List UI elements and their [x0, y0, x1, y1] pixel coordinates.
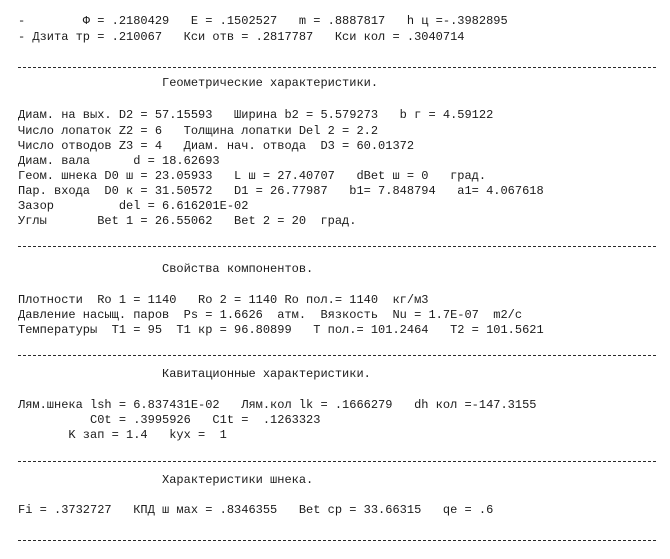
dashed-separator: [18, 67, 656, 68]
text-line: C0t = .3995926 C1t = .1263323: [18, 413, 321, 427]
section-title-cavitation: Кавитационные характеристики.: [18, 367, 371, 381]
text-line: Число лопаток Z2 = 6 Толщина лопатки Del 2 = 2.2: [18, 124, 379, 138]
text-line: Геом. шнека D0 ш = 23.05933 L ш = 27.40707 dBet ш = 0 град.: [18, 169, 487, 183]
section-title-components: Свойства компонентов.: [18, 262, 314, 276]
text-line: Лям.шнека lsh = 6.837431E-02 Лям.кол lk = .1666279 dh кол =-147.3155: [18, 398, 537, 412]
text-line: Диам. вала d = 18.62693: [18, 154, 220, 168]
text-line: Углы Bet 1 = 26.55062 Bet 2 = 20 град.: [18, 214, 357, 228]
text-line: Температуры T1 = 95 T1 кр = 96.80899 T пол.= 101.2464 T2 = 101.5621: [18, 323, 544, 337]
text-line: K зап = 1.4 kуx = 1: [18, 428, 227, 442]
text-line: - Дзита тр = .210067 Кси отв = .2817787 Кси кол = .3040714: [18, 30, 465, 44]
text-line: Fi = .3732727 КПД ш мах = .8346355 Bet ср = 33.66315 qe = .6: [18, 503, 494, 517]
text-line: Диам. на вых. D2 = 57.15593 Ширина b2 = 5.579273 b г = 4.59122: [18, 108, 494, 122]
section-title-geometry: Геометрические характеристики.: [18, 76, 379, 90]
dashed-separator: [18, 540, 656, 541]
dashed-separator: [18, 355, 656, 356]
text-line: Давление насыщ. паров Ps = 1.6626 атм. Вязкость Nu = 1.7E-07 m2/c: [18, 308, 523, 322]
text-line: Число отводов Z3 = 4 Диам. нач. отвода D3 = 60.01372: [18, 139, 415, 153]
dashed-separator: [18, 461, 656, 462]
text-line: Пар. входа D0 к = 31.50572 D1 = 26.77987 b1= 7.848794 a1= 4.067618: [18, 184, 544, 198]
section-title-screw: Характеристики шнека.: [18, 473, 314, 487]
text-line: Плотности Ro 1 = 1140 Ro 2 = 1140 Ro пол.= 1140 кг/м3: [18, 293, 429, 307]
text-line: Зазор del = 6.616201E-02: [18, 199, 249, 213]
text-line: - Φ = .2180429 E = .1502527 m = .8887817 h ц =-.3982895: [18, 14, 508, 28]
dashed-separator: [18, 246, 656, 247]
